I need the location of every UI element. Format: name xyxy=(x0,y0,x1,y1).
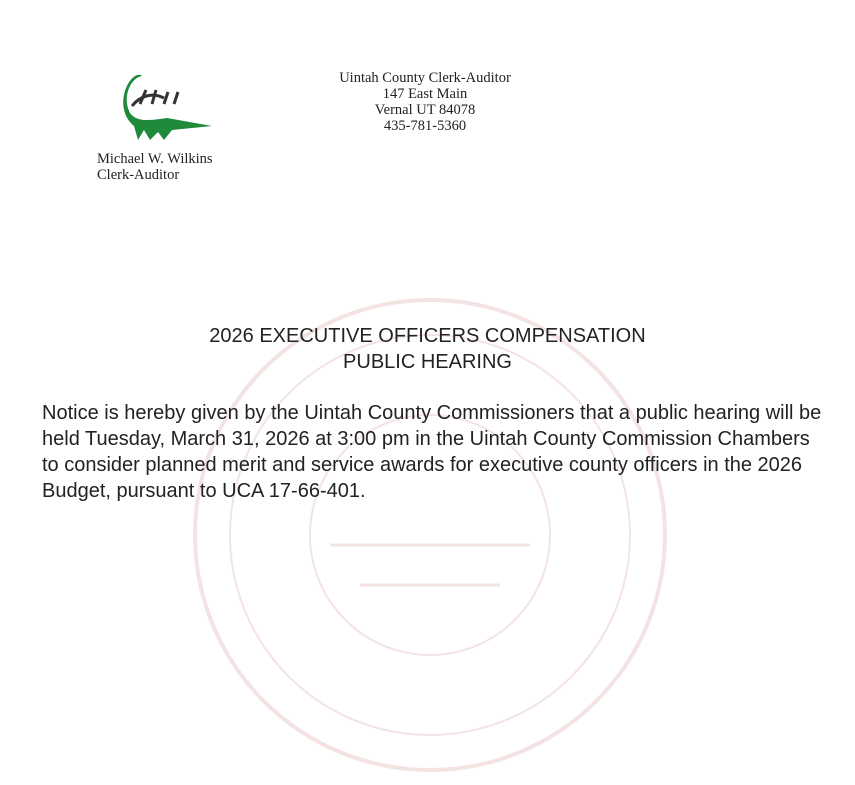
office-name: Uintah County Clerk-Auditor xyxy=(339,70,511,86)
officer-block xyxy=(97,151,213,183)
title-line-1: 2026 EXECUTIVE OFFICERS COMPENSATION xyxy=(209,325,646,347)
phone-number: 435-781-5360 xyxy=(383,118,467,134)
officer-name: Michael W. Wilkins xyxy=(97,151,213,167)
officer-title: Clerk-Auditor xyxy=(97,167,180,183)
notice-title xyxy=(0,323,855,375)
clerk-address-block xyxy=(300,70,550,134)
notice-body: Notice is hereby given by the Uintah County Commissioners that a public hearing will be held Tuesday, March 31, 2026 at 3:00 pm in the Uintah County Commission Chambers to consider planned merit and service awards for executive county officers in the 2026 Budget, pursuant to UCA 17-66-401. xyxy=(42,402,822,502)
uintah-county-logo xyxy=(112,68,222,148)
title-line-2: PUBLIC HEARING xyxy=(343,351,512,373)
street-address: 147 East Main xyxy=(382,86,468,102)
city-state-zip: Vernal UT 84078 xyxy=(374,102,476,118)
